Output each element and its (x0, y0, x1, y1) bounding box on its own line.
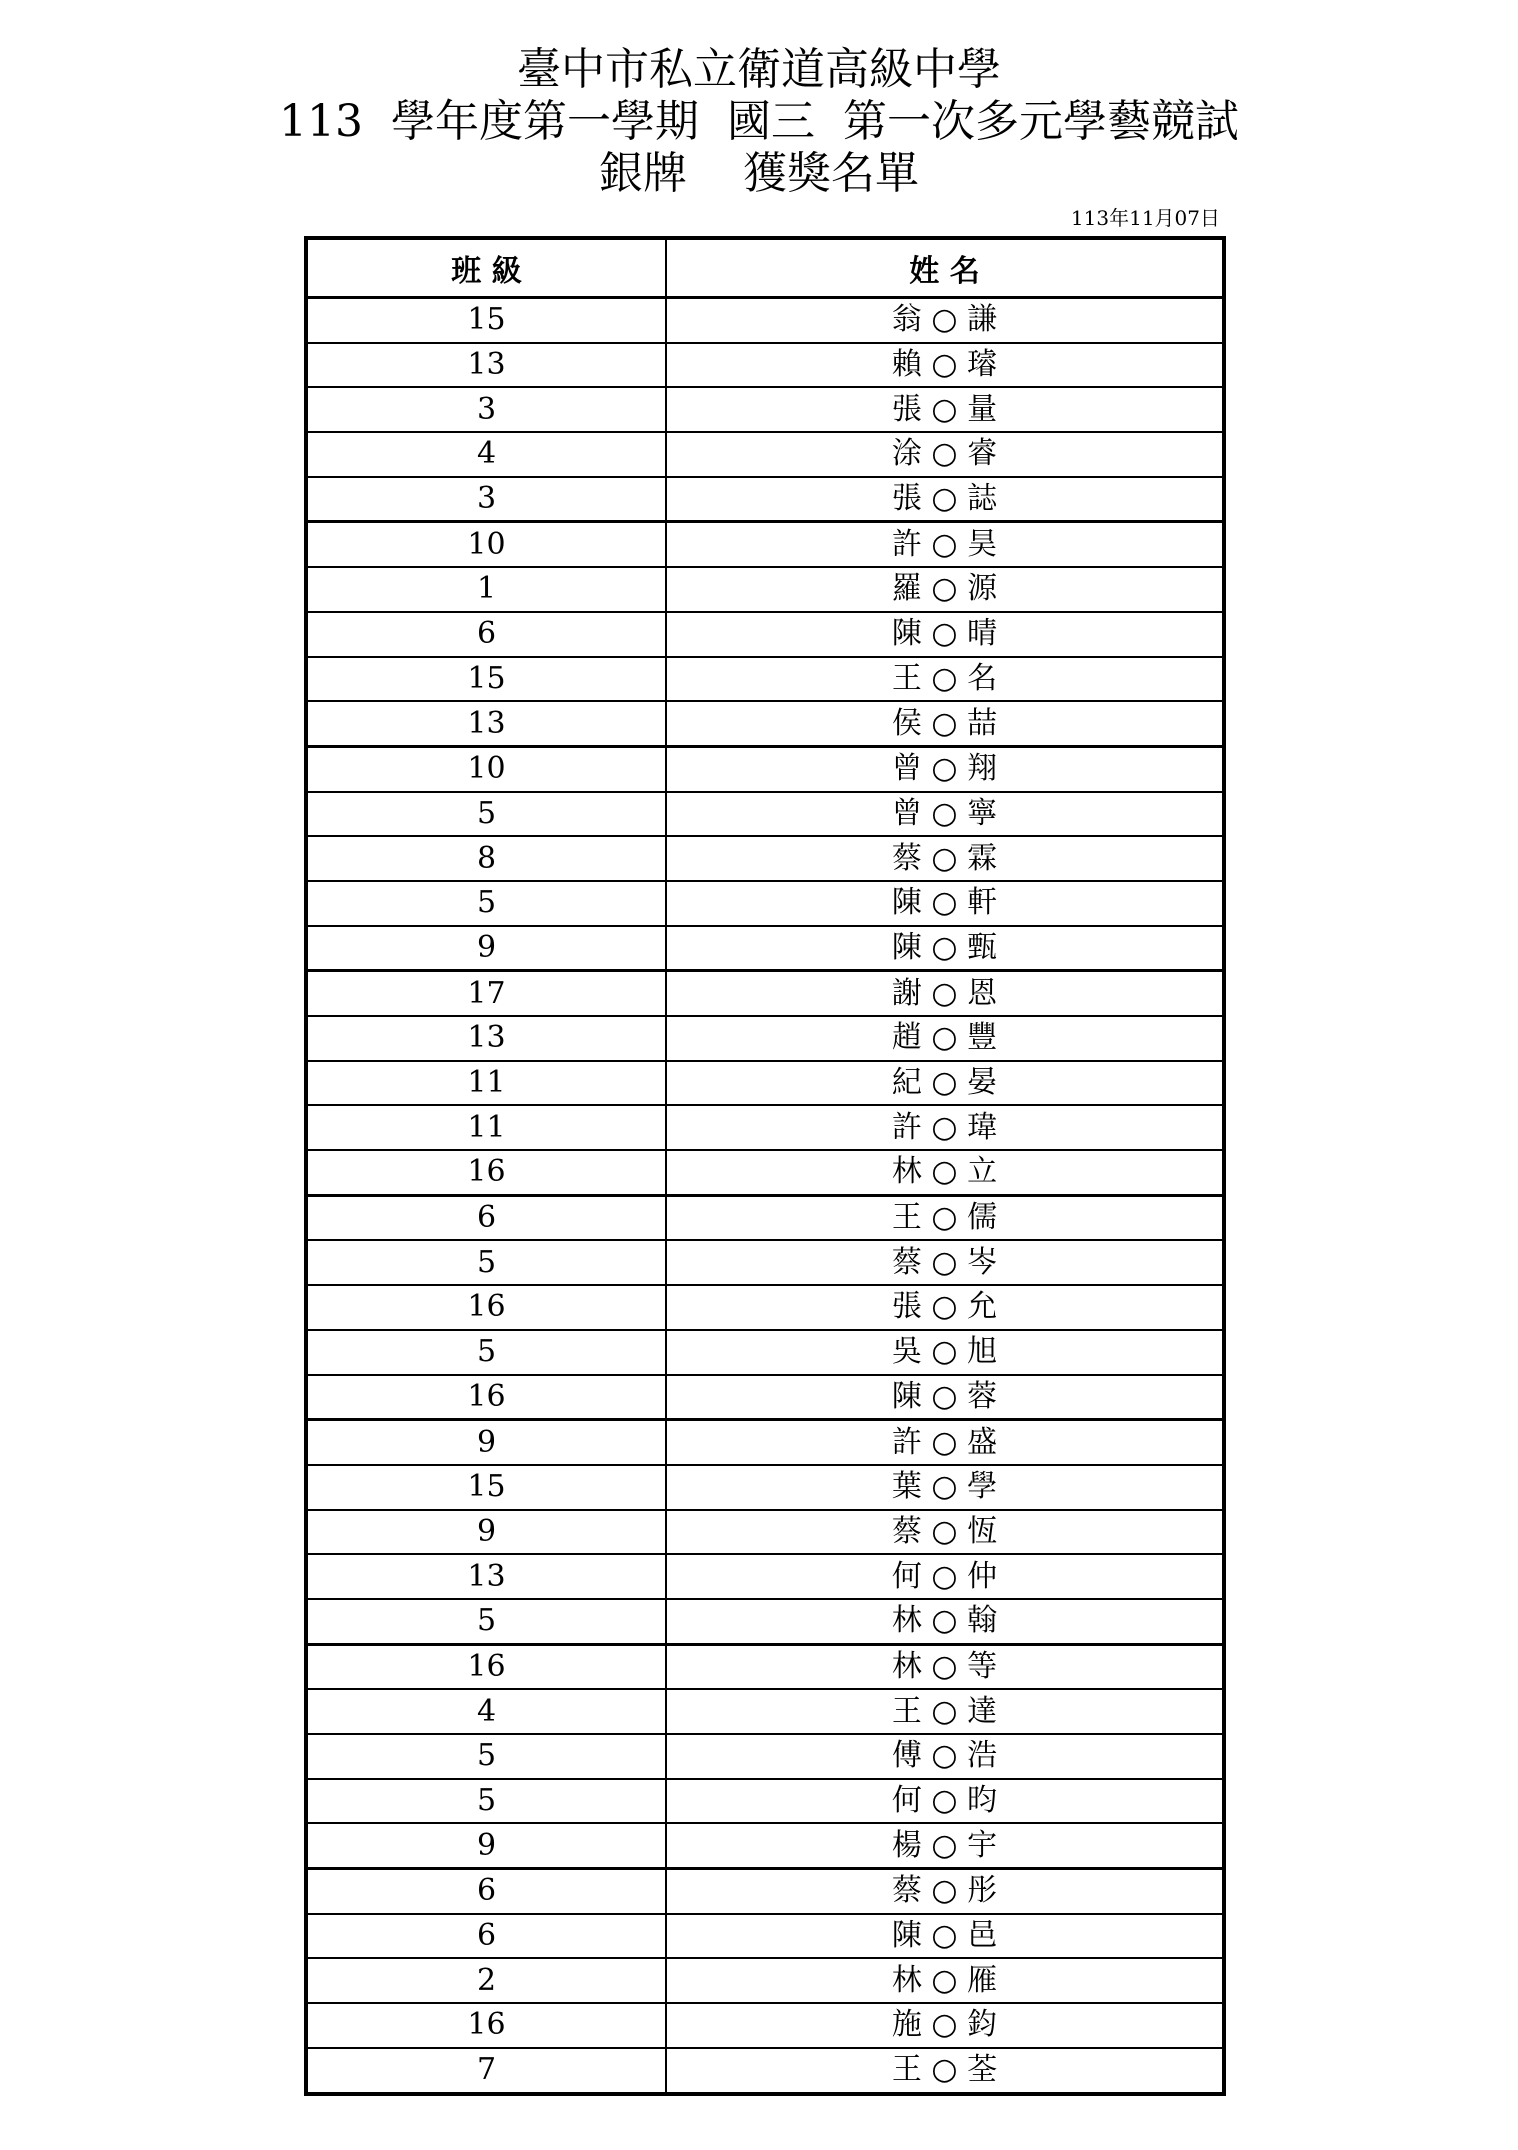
table-row (306, 1105, 1224, 1150)
student-name-cell: 曾 ○ 寧 (666, 792, 1224, 837)
student-name-cell: 趙 ○ 豐 (666, 1016, 1224, 1061)
class-cell: 3 (306, 387, 666, 432)
table-row (306, 1914, 1224, 1959)
student-name-cell: 葉 ○ 學 (666, 1465, 1224, 1510)
issue-date: 113年11月07日 (1070, 206, 1220, 230)
class-cell: 6 (306, 1869, 666, 1914)
student-name-cell: 紀 ○ 晏 (666, 1061, 1224, 1106)
class-cell: 5 (306, 1599, 666, 1644)
class-cell: 16 (306, 1644, 666, 1689)
student-name-cell: 張 ○ 允 (666, 1285, 1224, 1330)
table-row (306, 1420, 1224, 1465)
table-row (306, 926, 1224, 971)
table-row (306, 836, 1224, 881)
table-header-row (306, 238, 1224, 298)
table-row (306, 701, 1224, 746)
student-name-cell: 何 ○ 昀 (666, 1779, 1224, 1824)
table-row (306, 1823, 1224, 1868)
table-row (306, 1599, 1224, 1644)
table-row (306, 657, 1224, 702)
table-row (306, 1150, 1224, 1195)
table-row (306, 1240, 1224, 1285)
column-header-name: 姓 名 (666, 238, 1224, 298)
table-row (306, 1644, 1224, 1689)
table-body (306, 298, 1224, 2094)
student-name-cell: 許 ○ 瑋 (666, 1105, 1224, 1150)
table-row (306, 1958, 1224, 2003)
class-cell: 3 (306, 477, 666, 522)
table-row (306, 1734, 1224, 1779)
class-cell: 2 (306, 1958, 666, 2003)
student-name-cell: 涂 ○ 睿 (666, 432, 1224, 477)
table-row (306, 1465, 1224, 1510)
class-cell: 13 (306, 701, 666, 746)
table-row (306, 792, 1224, 837)
class-cell: 15 (306, 298, 666, 343)
student-name-cell: 吳 ○ 旭 (666, 1330, 1224, 1375)
class-cell: 13 (306, 1554, 666, 1599)
class-cell: 5 (306, 1240, 666, 1285)
award-list-title: 銀牌 獲獎名單 (599, 148, 919, 199)
student-name-cell: 賴 ○ 璿 (666, 343, 1224, 388)
competition-title: 113 學年度第一學期 國三 第一次多元學藝競試 (279, 96, 1239, 147)
student-name-cell: 蔡 ○ 恆 (666, 1510, 1224, 1555)
table-row (306, 1061, 1224, 1106)
student-name-cell: 楊 ○ 宇 (666, 1823, 1224, 1868)
class-cell: 5 (306, 792, 666, 837)
table-row (306, 2048, 1224, 2094)
class-cell: 4 (306, 1689, 666, 1734)
student-name-cell: 翁 ○ 謙 (666, 298, 1224, 343)
table-row (306, 387, 1224, 432)
student-name-cell: 施 ○ 鈞 (666, 2003, 1224, 2048)
class-cell: 10 (306, 522, 666, 567)
class-cell: 11 (306, 1061, 666, 1106)
student-name-cell: 王 ○ 名 (666, 657, 1224, 702)
student-name-cell: 蔡 ○ 霖 (666, 836, 1224, 881)
table-row (306, 432, 1224, 477)
student-name-cell: 蔡 ○ 岑 (666, 1240, 1224, 1285)
class-cell: 16 (306, 1375, 666, 1420)
class-cell: 10 (306, 746, 666, 791)
class-cell: 5 (306, 881, 666, 926)
award-roster-table (304, 236, 1226, 2096)
class-cell: 13 (306, 1016, 666, 1061)
class-cell: 8 (306, 836, 666, 881)
student-name-cell: 陳 ○ 晴 (666, 612, 1224, 657)
table-row (306, 567, 1224, 612)
table-row (306, 522, 1224, 567)
student-name-cell: 許 ○ 昊 (666, 522, 1224, 567)
class-cell: 16 (306, 2003, 666, 2048)
class-cell: 6 (306, 612, 666, 657)
class-cell: 5 (306, 1734, 666, 1779)
class-cell: 6 (306, 1195, 666, 1240)
class-cell: 15 (306, 657, 666, 702)
table-row (306, 1016, 1224, 1061)
table-row (306, 1689, 1224, 1734)
class-cell: 17 (306, 971, 666, 1016)
student-name-cell: 許 ○ 盛 (666, 1420, 1224, 1465)
table-row (306, 881, 1224, 926)
class-cell: 1 (306, 567, 666, 612)
class-cell: 16 (306, 1150, 666, 1195)
class-cell: 9 (306, 1823, 666, 1868)
table-row (306, 343, 1224, 388)
student-name-cell: 羅 ○ 源 (666, 567, 1224, 612)
table-row (306, 971, 1224, 1016)
table-row (306, 746, 1224, 791)
student-name-cell: 曾 ○ 翔 (666, 746, 1224, 791)
table-row (306, 1330, 1224, 1375)
table-row (306, 477, 1224, 522)
student-name-cell: 張 ○ 誌 (666, 477, 1224, 522)
class-cell: 6 (306, 1914, 666, 1959)
student-name-cell: 林 ○ 翰 (666, 1599, 1224, 1644)
class-cell: 9 (306, 926, 666, 971)
student-name-cell: 陳 ○ 甄 (666, 926, 1224, 971)
table-row (306, 1554, 1224, 1599)
class-cell: 9 (306, 1420, 666, 1465)
document-header (0, 44, 1518, 200)
table-row (306, 1375, 1224, 1420)
table-row (306, 1869, 1224, 1914)
student-name-cell: 蔡 ○ 彤 (666, 1869, 1224, 1914)
class-cell: 4 (306, 432, 666, 477)
table-row (306, 2003, 1224, 2048)
student-name-cell: 張 ○ 量 (666, 387, 1224, 432)
student-name-cell: 陳 ○ 蓉 (666, 1375, 1224, 1420)
student-name-cell: 王 ○ 荃 (666, 2048, 1224, 2094)
student-name-cell: 王 ○ 達 (666, 1689, 1224, 1734)
table-row (306, 1779, 1224, 1824)
table-row (306, 612, 1224, 657)
student-name-cell: 侯 ○ 喆 (666, 701, 1224, 746)
student-name-cell: 王 ○ 儒 (666, 1195, 1224, 1240)
student-name-cell: 謝 ○ 恩 (666, 971, 1224, 1016)
class-cell: 16 (306, 1285, 666, 1330)
student-name-cell: 陳 ○ 軒 (666, 881, 1224, 926)
student-name-cell: 傅 ○ 浩 (666, 1734, 1224, 1779)
table-row (306, 1195, 1224, 1240)
class-cell: 7 (306, 2048, 666, 2094)
table-row (306, 1510, 1224, 1555)
student-name-cell: 林 ○ 立 (666, 1150, 1224, 1195)
student-name-cell: 林 ○ 等 (666, 1644, 1224, 1689)
student-name-cell: 陳 ○ 邑 (666, 1914, 1224, 1959)
class-cell: 9 (306, 1510, 666, 1555)
class-cell: 5 (306, 1779, 666, 1824)
student-name-cell: 何 ○ 仲 (666, 1554, 1224, 1599)
table-row (306, 298, 1224, 343)
class-cell: 11 (306, 1105, 666, 1150)
class-cell: 13 (306, 343, 666, 388)
student-name-cell: 林 ○ 雁 (666, 1958, 1224, 2003)
column-header-class: 班 級 (306, 238, 666, 298)
table-row (306, 1285, 1224, 1330)
class-cell: 15 (306, 1465, 666, 1510)
class-cell: 5 (306, 1330, 666, 1375)
school-name: 臺中市私立衛道高級中學 (517, 44, 1001, 95)
